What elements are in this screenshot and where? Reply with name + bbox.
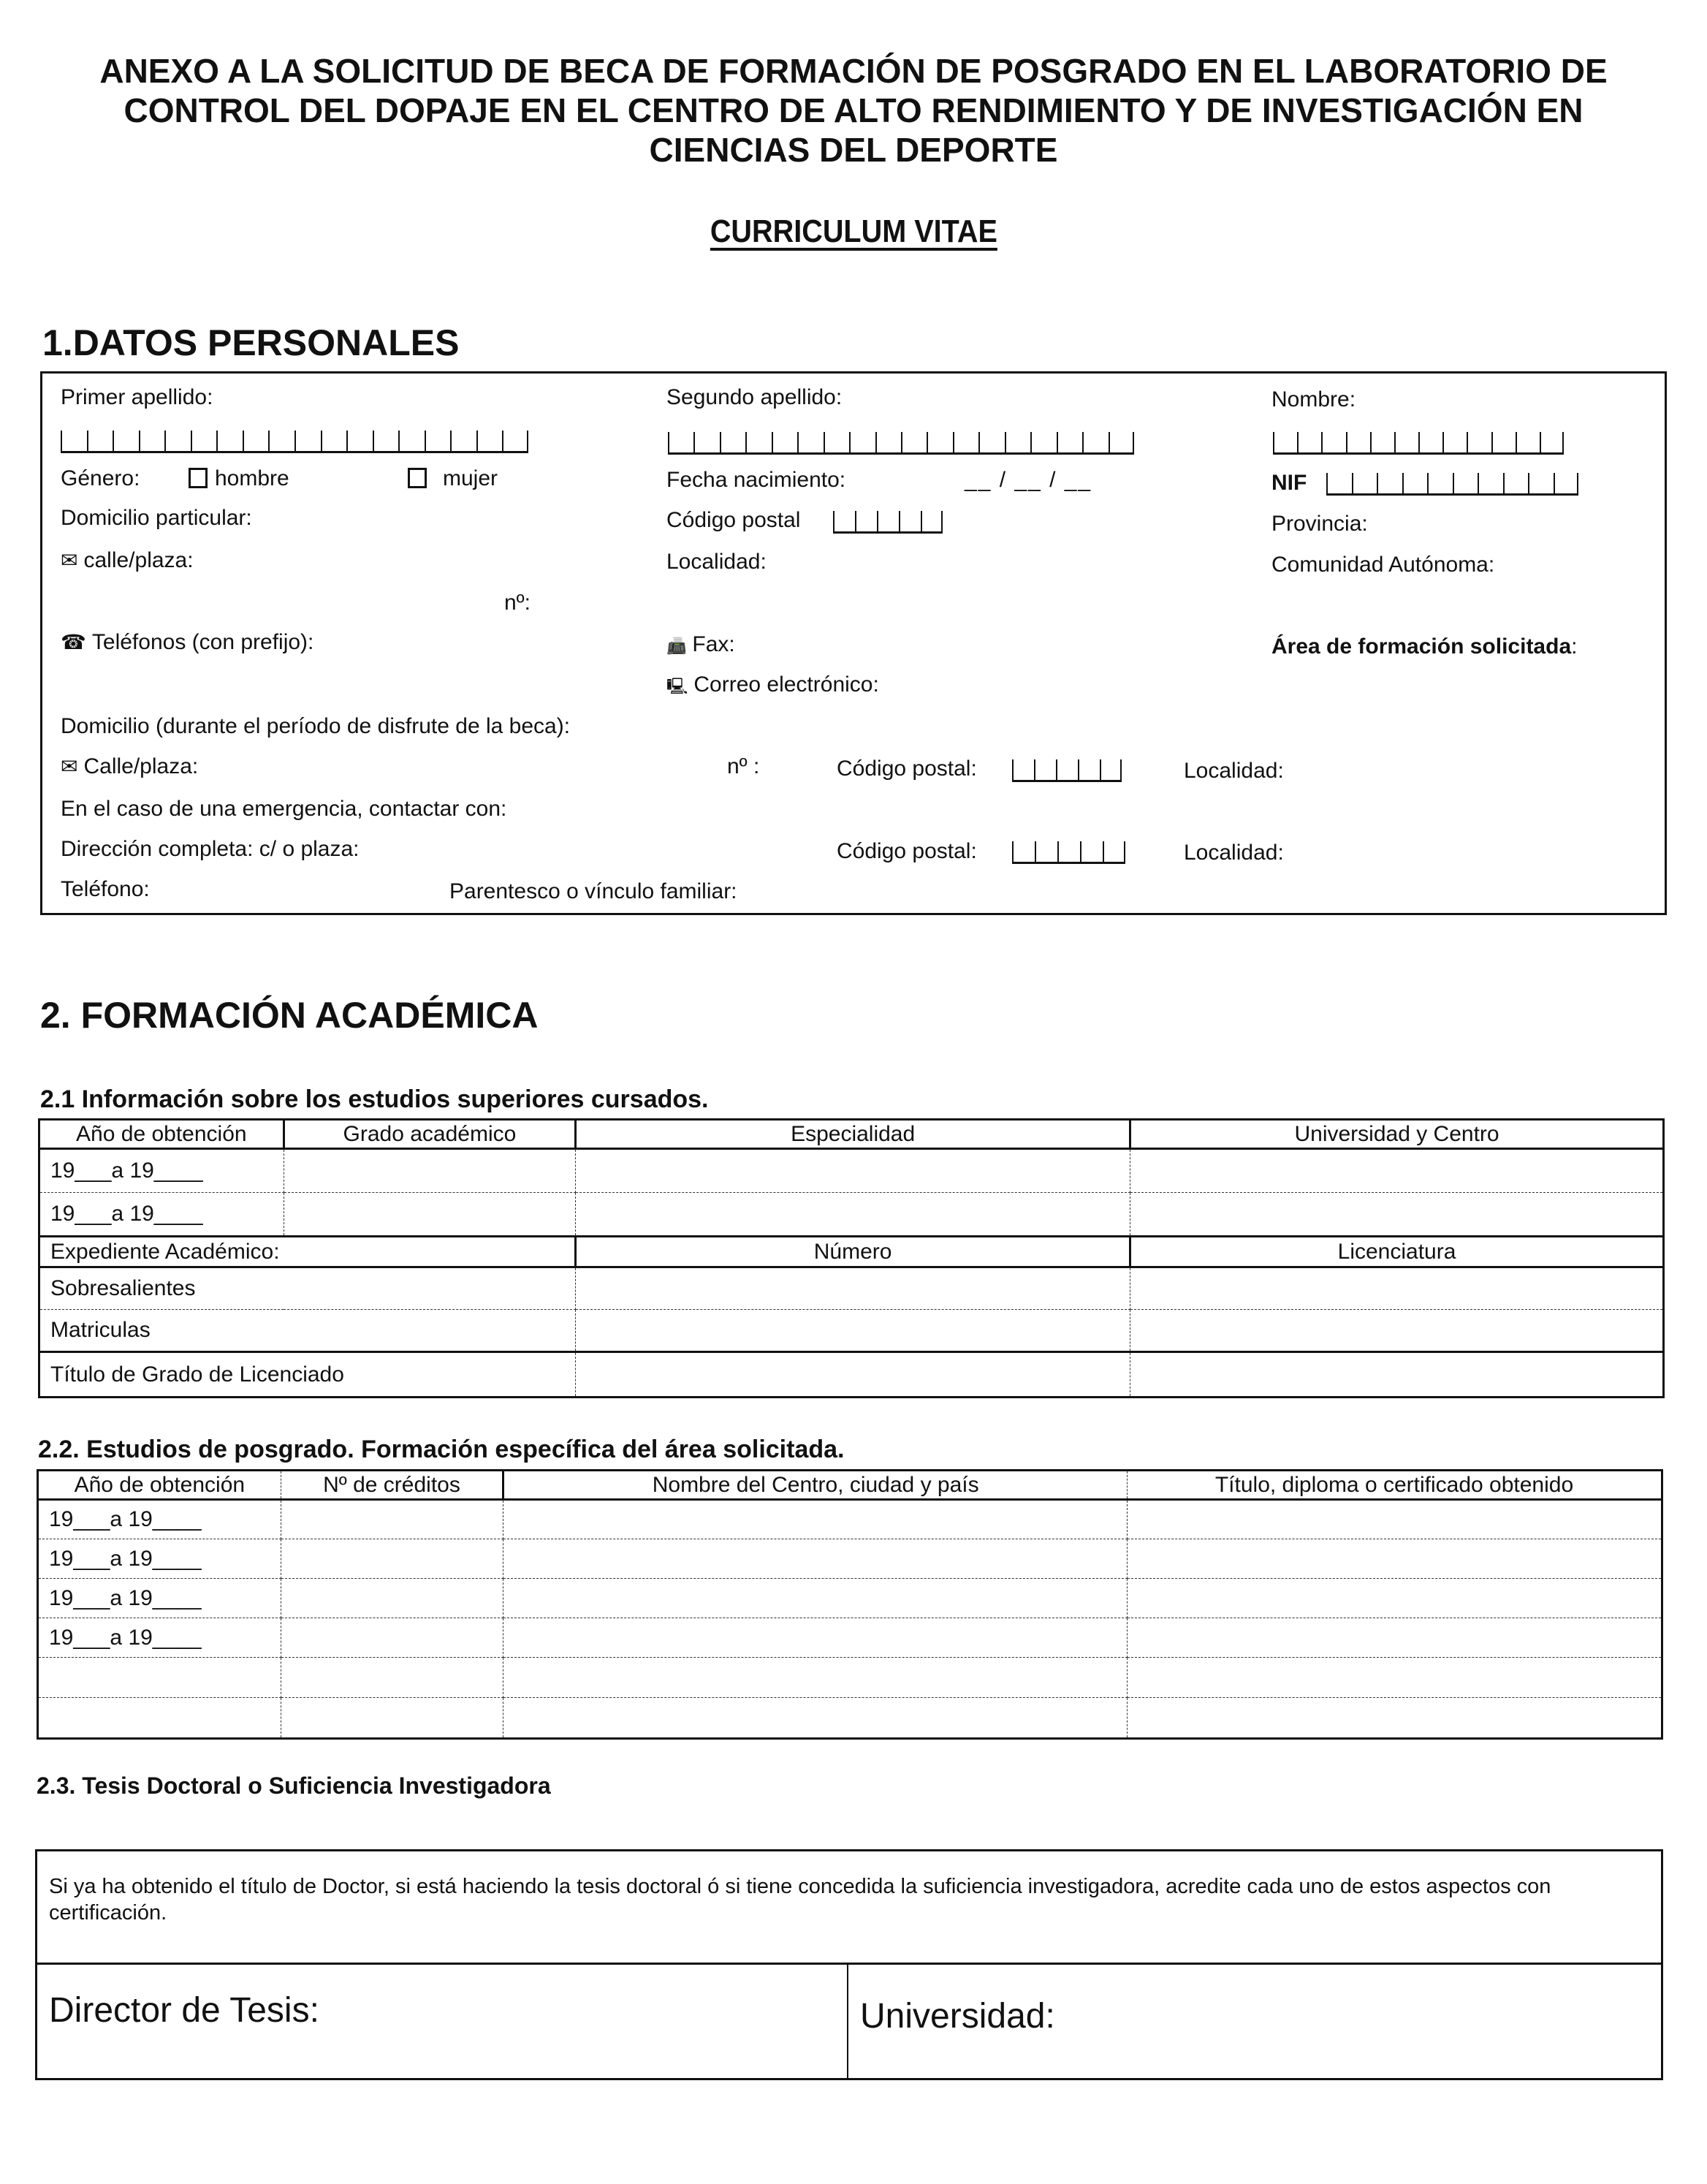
comb-tick xyxy=(450,431,452,451)
segundo-apellido-label: Segundo apellido: xyxy=(666,385,843,409)
header-numero: Número xyxy=(576,1237,1130,1267)
comb-tick xyxy=(1030,432,1032,452)
header-nombre-centro: Nombre del Centro, ciudad y país xyxy=(503,1471,1128,1500)
section-heading-personal: 1.DATOS PERSONALES xyxy=(42,322,460,363)
header-universidad-centro: Universidad y Centro xyxy=(1130,1120,1664,1149)
especialidad-cell[interactable] xyxy=(576,1193,1130,1237)
mujer-option[interactable]: mujer xyxy=(408,466,498,491)
comb-tick xyxy=(1370,432,1372,452)
comb-tick xyxy=(849,432,851,452)
comb-tick xyxy=(1453,473,1454,493)
nif-field[interactable] xyxy=(1326,474,1578,496)
comb-tick xyxy=(216,431,218,451)
comb-tick xyxy=(693,432,695,452)
table-row xyxy=(39,1267,1664,1310)
calle-plaza-beca-label: ✉ Calle/plaza: xyxy=(61,754,199,778)
numero-cell[interactable] xyxy=(576,1267,1130,1310)
hombre-option[interactable]: hombre xyxy=(189,466,289,491)
numero-cell[interactable] xyxy=(576,1310,1130,1352)
provincia-label: Provincia: xyxy=(1271,512,1368,536)
grado-cell[interactable] xyxy=(284,1193,576,1237)
codigo-postal-emergencia-field[interactable] xyxy=(1012,842,1125,864)
table-header-row xyxy=(38,1471,1662,1500)
comb-tick xyxy=(1402,473,1404,493)
table-header-row xyxy=(39,1120,1664,1149)
comb-tick xyxy=(877,511,878,531)
comb-tick xyxy=(139,431,140,451)
primer-apellido-field[interactable] xyxy=(61,431,528,453)
creditos-cell[interactable] xyxy=(281,1658,503,1698)
comb-tick xyxy=(1109,432,1110,452)
genero-label: Género: xyxy=(61,466,140,490)
year-range-cell[interactable] xyxy=(38,1698,281,1739)
year-range-cell[interactable]: 19___a 19____ xyxy=(38,1539,281,1579)
subsection-2-1-title: 2.1 Información sobre los estudios superiores cursados. xyxy=(40,1085,709,1113)
comb-tick xyxy=(1124,841,1125,862)
comb-tick xyxy=(1273,432,1274,452)
numero-cell[interactable] xyxy=(576,1352,1130,1398)
comb-tick xyxy=(1467,432,1468,452)
comb-tick xyxy=(1012,841,1014,862)
domicilio-beca-label: Domicilio (durante el período de disfrute de la beca): xyxy=(61,714,571,738)
calle-plaza-label: ✉ calle/plaza: xyxy=(61,548,194,572)
comb-tick xyxy=(321,431,322,451)
domicilio-particular-label: Domicilio particular: xyxy=(61,506,252,530)
comb-tick xyxy=(927,432,928,452)
comb-tick xyxy=(1427,473,1429,493)
comb-tick xyxy=(1418,432,1420,452)
comb-tick xyxy=(243,431,244,451)
comb-tick xyxy=(1120,759,1122,780)
comb-tick xyxy=(1321,432,1323,452)
comb-tick xyxy=(1478,473,1479,493)
correo-electronico-label: 🖳 Correo electrónico: xyxy=(666,672,879,702)
comb-tick xyxy=(1394,432,1396,452)
year-range-cell[interactable]: 19___a 19____ xyxy=(38,1500,281,1539)
comb-tick xyxy=(833,511,835,531)
comb-tick xyxy=(941,511,943,531)
comb-tick xyxy=(1442,432,1444,452)
computer-icon: 🖳 xyxy=(666,677,688,695)
estudios-posgrado-table xyxy=(37,1469,1663,1740)
table-row xyxy=(38,1539,1662,1579)
table-row xyxy=(39,1352,1664,1398)
comb-tick xyxy=(1057,432,1058,452)
mujer-checkbox[interactable] xyxy=(408,468,427,488)
comb-tick xyxy=(1377,473,1378,493)
creditos-cell[interactable] xyxy=(281,1579,503,1618)
comb-tick xyxy=(87,431,88,451)
header-ano-obtencion: Año de obtención xyxy=(38,1471,281,1500)
comb-tick xyxy=(1540,432,1541,452)
comb-tick xyxy=(1577,473,1578,493)
comb-tick xyxy=(772,432,773,452)
year-range-cell[interactable] xyxy=(38,1658,281,1698)
comb-tick xyxy=(1133,432,1134,452)
year-range-cell[interactable]: 19___a 19____ xyxy=(38,1618,281,1658)
universidad-label: Universidad: xyxy=(860,1997,1055,2036)
header-titulo-obtenido: Título, diploma o certificado obtenido xyxy=(1128,1471,1662,1500)
comb-tick xyxy=(61,431,62,451)
localidad-emergencia-label: Localidad: xyxy=(1184,841,1284,865)
envelope-icon: ✉ xyxy=(61,549,78,572)
header-creditos: Nº de créditos xyxy=(281,1471,503,1500)
creditos-cell[interactable] xyxy=(281,1539,503,1579)
tesis-column-divider xyxy=(847,1963,848,2078)
comb-tick xyxy=(1082,432,1084,452)
document-title-line-1: ANEXO A LA SOLICITUD DE BECA DE FORMACIÓN DE POSGRADO EN EL LABORATORIO DE xyxy=(99,52,1608,90)
matriculas-label: Matriculas xyxy=(39,1310,576,1352)
telefonos-label: ☎ Teléfonos (con prefijo): xyxy=(61,630,314,654)
centro-cell[interactable] xyxy=(503,1579,1128,1618)
comb-tick xyxy=(855,511,856,531)
fecha-nacimiento-label: Fecha nacimiento: xyxy=(666,468,846,492)
comb-tick xyxy=(953,432,954,452)
localidad-label: Localidad: xyxy=(666,550,767,574)
comb-tick xyxy=(921,511,922,531)
comb-tick xyxy=(164,431,166,451)
numero-label: nº: xyxy=(504,591,531,615)
comb-tick xyxy=(294,431,296,451)
licenciatura-cell[interactable] xyxy=(1130,1310,1664,1352)
year-range-cell[interactable]: 19___a 19____ xyxy=(39,1193,284,1237)
codigo-postal-beca-label: Código postal: xyxy=(837,757,977,781)
titulo-grado-label: Título de Grado de Licenciado xyxy=(39,1352,576,1398)
comb-tick xyxy=(1562,432,1564,452)
comb-tick xyxy=(191,431,192,451)
table-row xyxy=(38,1579,1662,1618)
table-row xyxy=(39,1149,1664,1193)
sobresalientes-label: Sobresalientes xyxy=(39,1267,576,1310)
header-licenciatura: Licenciatura xyxy=(1130,1237,1664,1267)
expediente-label: Expediente Académico: xyxy=(39,1237,576,1267)
especialidad-cell[interactable] xyxy=(576,1149,1130,1193)
tesis-note: Si ya ha obtenido el título de Doctor, si está haciendo la tesis doctoral ó si tiene concedida la suficiencia investigadora, acredite cada uno de estos aspectos con certificación. xyxy=(49,1875,1551,1925)
comb-tick xyxy=(1346,432,1347,452)
envelope-icon: ✉ xyxy=(61,755,78,778)
document-title-line-3: CIENCIAS DEL DEPORTE xyxy=(649,131,1058,169)
year-range-cell[interactable]: 19___a 19____ xyxy=(38,1579,281,1618)
segundo-apellido-field[interactable] xyxy=(668,433,1134,455)
comb-tick xyxy=(1080,841,1081,862)
codigo-postal-emergencia-label: Código postal: xyxy=(837,839,977,863)
comb-tick xyxy=(476,431,478,451)
creditos-cell[interactable] xyxy=(281,1698,503,1739)
comb-tick xyxy=(1503,473,1505,493)
comb-tick xyxy=(425,431,426,451)
comb-tick xyxy=(1100,759,1101,780)
estudios-superiores-table xyxy=(38,1118,1665,1398)
table-row xyxy=(38,1698,1662,1739)
header-ano-obtencion: Año de obtención xyxy=(39,1120,284,1149)
grado-cell[interactable] xyxy=(284,1149,576,1193)
comb-tick xyxy=(824,432,825,452)
titulo-cell[interactable] xyxy=(1128,1698,1662,1739)
comb-tick xyxy=(1297,432,1299,452)
expediente-header-row xyxy=(39,1237,1664,1267)
section-heading-academic: 2. FORMACIÓN ACADÉMICA xyxy=(40,995,539,1036)
comb-tick xyxy=(978,432,980,452)
localidad-beca-label: Localidad: xyxy=(1184,759,1284,783)
table-row xyxy=(38,1658,1662,1698)
comb-tick xyxy=(1034,759,1035,780)
tesis-box xyxy=(35,1849,1663,2080)
header-especialidad: Especialidad xyxy=(576,1120,1130,1149)
universidad-cell[interactable] xyxy=(1130,1193,1664,1237)
comb-tick xyxy=(1528,473,1529,493)
fecha-nacimiento-field[interactable]: __ / __ / __ xyxy=(965,468,1092,492)
subsection-2-2-title: 2.2. Estudios de posgrado. Formación específica del área solicitada. xyxy=(38,1436,845,1463)
comb-tick xyxy=(1057,841,1059,862)
telefono-label: Teléfono: xyxy=(61,877,150,901)
titulo-cell[interactable] xyxy=(1128,1500,1662,1539)
table-row xyxy=(38,1500,1662,1539)
comb-tick xyxy=(1516,432,1517,452)
comb-tick xyxy=(1103,841,1104,862)
comb-tick xyxy=(268,431,270,451)
primer-apellido-label: Primer apellido: xyxy=(61,385,213,409)
telephone-icon: ☎ xyxy=(61,631,86,653)
direccion-completa-label: Dirección completa: c/ o plaza: xyxy=(61,837,360,861)
centro-cell[interactable] xyxy=(503,1698,1128,1739)
fax-icon: 📠 xyxy=(666,637,687,655)
area-formacion-label: Área de formación solicitada: xyxy=(1271,634,1578,659)
director-tesis-label: Director de Tesis: xyxy=(49,1991,319,2030)
centro-cell[interactable] xyxy=(503,1500,1128,1539)
table-row xyxy=(39,1310,1664,1352)
document-subtitle: CURRICULUM VITAE xyxy=(710,213,997,249)
emergencia-label: En el caso de una emergencia, contactar con: xyxy=(61,797,507,821)
comb-tick xyxy=(875,432,877,452)
creditos-cell[interactable] xyxy=(281,1500,503,1539)
nombre-field[interactable] xyxy=(1273,433,1564,455)
header-grado-academico: Grado académico xyxy=(284,1120,576,1149)
comb-tick xyxy=(668,432,669,452)
comb-tick xyxy=(346,431,348,451)
universidad-cell[interactable] xyxy=(1130,1149,1664,1193)
comb-tick xyxy=(1491,432,1493,452)
comb-tick xyxy=(398,431,400,451)
codigo-postal-field[interactable] xyxy=(833,512,943,534)
comb-tick xyxy=(1554,473,1555,493)
comb-tick xyxy=(527,431,528,451)
comb-tick xyxy=(113,431,114,451)
comb-tick xyxy=(745,432,747,452)
comb-tick xyxy=(1035,841,1036,862)
parentesco-label: Parentesco o vínculo familiar: xyxy=(449,879,737,903)
comb-tick xyxy=(1056,759,1057,780)
table-row xyxy=(38,1618,1662,1658)
titulo-cell[interactable] xyxy=(1128,1539,1662,1579)
numero-beca-label: nº : xyxy=(727,754,760,778)
comb-tick xyxy=(1326,473,1328,493)
comb-tick xyxy=(901,432,902,452)
titulo-cell[interactable] xyxy=(1128,1658,1662,1698)
comb-tick xyxy=(1012,759,1014,780)
table-row xyxy=(39,1193,1664,1237)
subsection-2-3-title: 2.3. Tesis Doctoral o Suficiencia Investigadora xyxy=(37,1772,551,1799)
tesis-divider xyxy=(37,1963,1661,1965)
fax-label: 📠 Fax: xyxy=(666,632,735,656)
licenciatura-cell[interactable] xyxy=(1130,1267,1664,1310)
hombre-checkbox[interactable] xyxy=(189,468,208,488)
year-range-cell[interactable]: 19___a 19____ xyxy=(39,1149,284,1193)
comunidad-autonoma-label: Comunidad Autónoma: xyxy=(1271,553,1495,577)
nombre-label: Nombre: xyxy=(1271,387,1356,412)
document-title-line-2: CONTROL DEL DOPAJE EN EL CENTRO DE ALTO RENDIMIENTO Y DE INVESTIGACIÓN EN xyxy=(123,91,1584,129)
comb-tick xyxy=(720,432,721,452)
comb-tick xyxy=(1352,473,1353,493)
codigo-postal-beca-field[interactable] xyxy=(1012,760,1122,782)
codigo-postal-label: Código postal xyxy=(666,508,801,532)
nif-label: NIF xyxy=(1271,471,1307,495)
comb-tick xyxy=(502,431,503,451)
comb-tick xyxy=(797,432,799,452)
comb-tick xyxy=(1005,432,1006,452)
centro-cell[interactable] xyxy=(503,1539,1128,1579)
titulo-cell[interactable] xyxy=(1128,1618,1662,1658)
comb-tick xyxy=(899,511,900,531)
centro-cell[interactable] xyxy=(503,1618,1128,1658)
centro-cell[interactable] xyxy=(503,1658,1128,1698)
comb-tick xyxy=(1078,759,1079,780)
creditos-cell[interactable] xyxy=(281,1618,503,1658)
licenciatura-cell[interactable] xyxy=(1130,1352,1664,1398)
comb-tick xyxy=(373,431,374,451)
titulo-cell[interactable] xyxy=(1128,1579,1662,1618)
